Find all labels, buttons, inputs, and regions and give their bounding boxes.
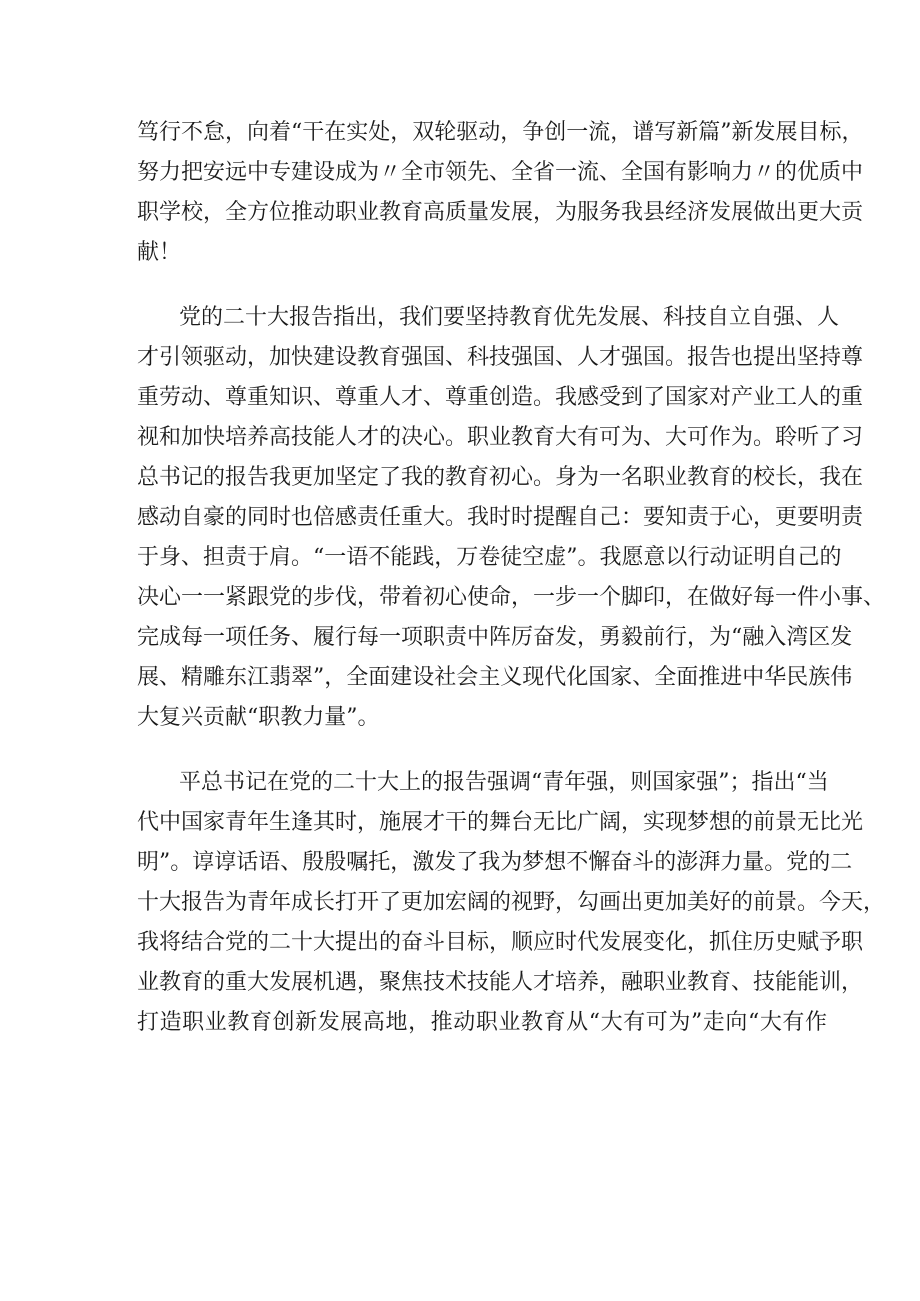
text-line: 于身、担责于肩。“一语不能践，万卷徒空虚”。我愿意以行动证明自己的 [137,545,842,570]
text-line: 打造职业教育创新发展高地，推动职业教育从“大有可为”走向“大有作 [137,1010,827,1035]
text-line: 重劳动、尊重知识、尊重人才、尊重创造。我感受到了国家对产业工人的重 [137,385,864,410]
text-line: 献！ [137,240,182,265]
text-line: 明”。谆谆话语、殷殷嘱托，激发了我为梦想不懈奋斗的澎湃力量。党的二 [137,850,853,875]
paragraph-3 [137,763,886,1043]
text-line: 代中国家青年生逢其时，施展才干的舞台无比广阔，实现梦想的前景无比光 [137,810,864,835]
text-line: 努力把安远中专建设成为〃全市领先、全省一流、全国有影响力〃的优质中 [137,160,864,185]
text-line: 笃行不怠，向着“干在实处，双轮驱动，争创一流，谱写新篇”新发展目标， [137,120,864,145]
text-line: 感动自豪的同时也倍感责任重大。我时时提醒自己：要知责于心，更要明责 [137,505,864,530]
text-line: 决心一一紧跟党的步伐，带着初心使命，一步一个脚印，在做好每一件小事、 [137,585,886,610]
text-line: 视和加快培养高技能人才的决心。职业教育大有可为、大可作为。聆听了习 [137,425,864,450]
text-line: 平总书记在党的二十大上的报告强调“青年强，则国家强”；指出“当 [179,770,829,795]
text-line: 党的二十大报告指出，我们要坚持教育优先发展、科技自立自强、人 [179,305,840,330]
document-body [137,113,886,1068]
text-line: 十大报告为青年成长打开了更加宏阔的视野，勾画出更加美好的前景。今天， [137,890,886,915]
text-line: 业教育的重大发展机遇，聚焦技术技能人才培养，融职业教育、技能能训， [137,970,864,995]
text-line: 才引领驱动，加快建设教育强国、科技强国、人才强国。报告也提出坚持尊 [137,345,864,370]
text-line: 职学校，全方位推动职业教育高质量发展，为服务我县经济发展做出更大贡 [137,200,864,225]
text-line: 我将结合党的二十大提出的奋斗目标，顺应时代发展变化，抓住历史赋予职 [137,930,864,955]
text-line: 完成每一项任务、履行每一项职责中阵厉奋发，勇毅前行，为“融入湾区发 [137,625,853,650]
text-line: 大复兴贡献“职教力量”。 [137,705,380,730]
text-line: 总书记的报告我更加坚定了我的教育初心。身为一名职业教育的校长，我在 [137,465,864,490]
text-line: 展、精雕东江翡翠”，全面建设社会主义现代化国家、全面推进中华民族伟 [137,665,853,690]
paragraph-1 [137,113,864,273]
paragraph-2 [137,298,886,738]
